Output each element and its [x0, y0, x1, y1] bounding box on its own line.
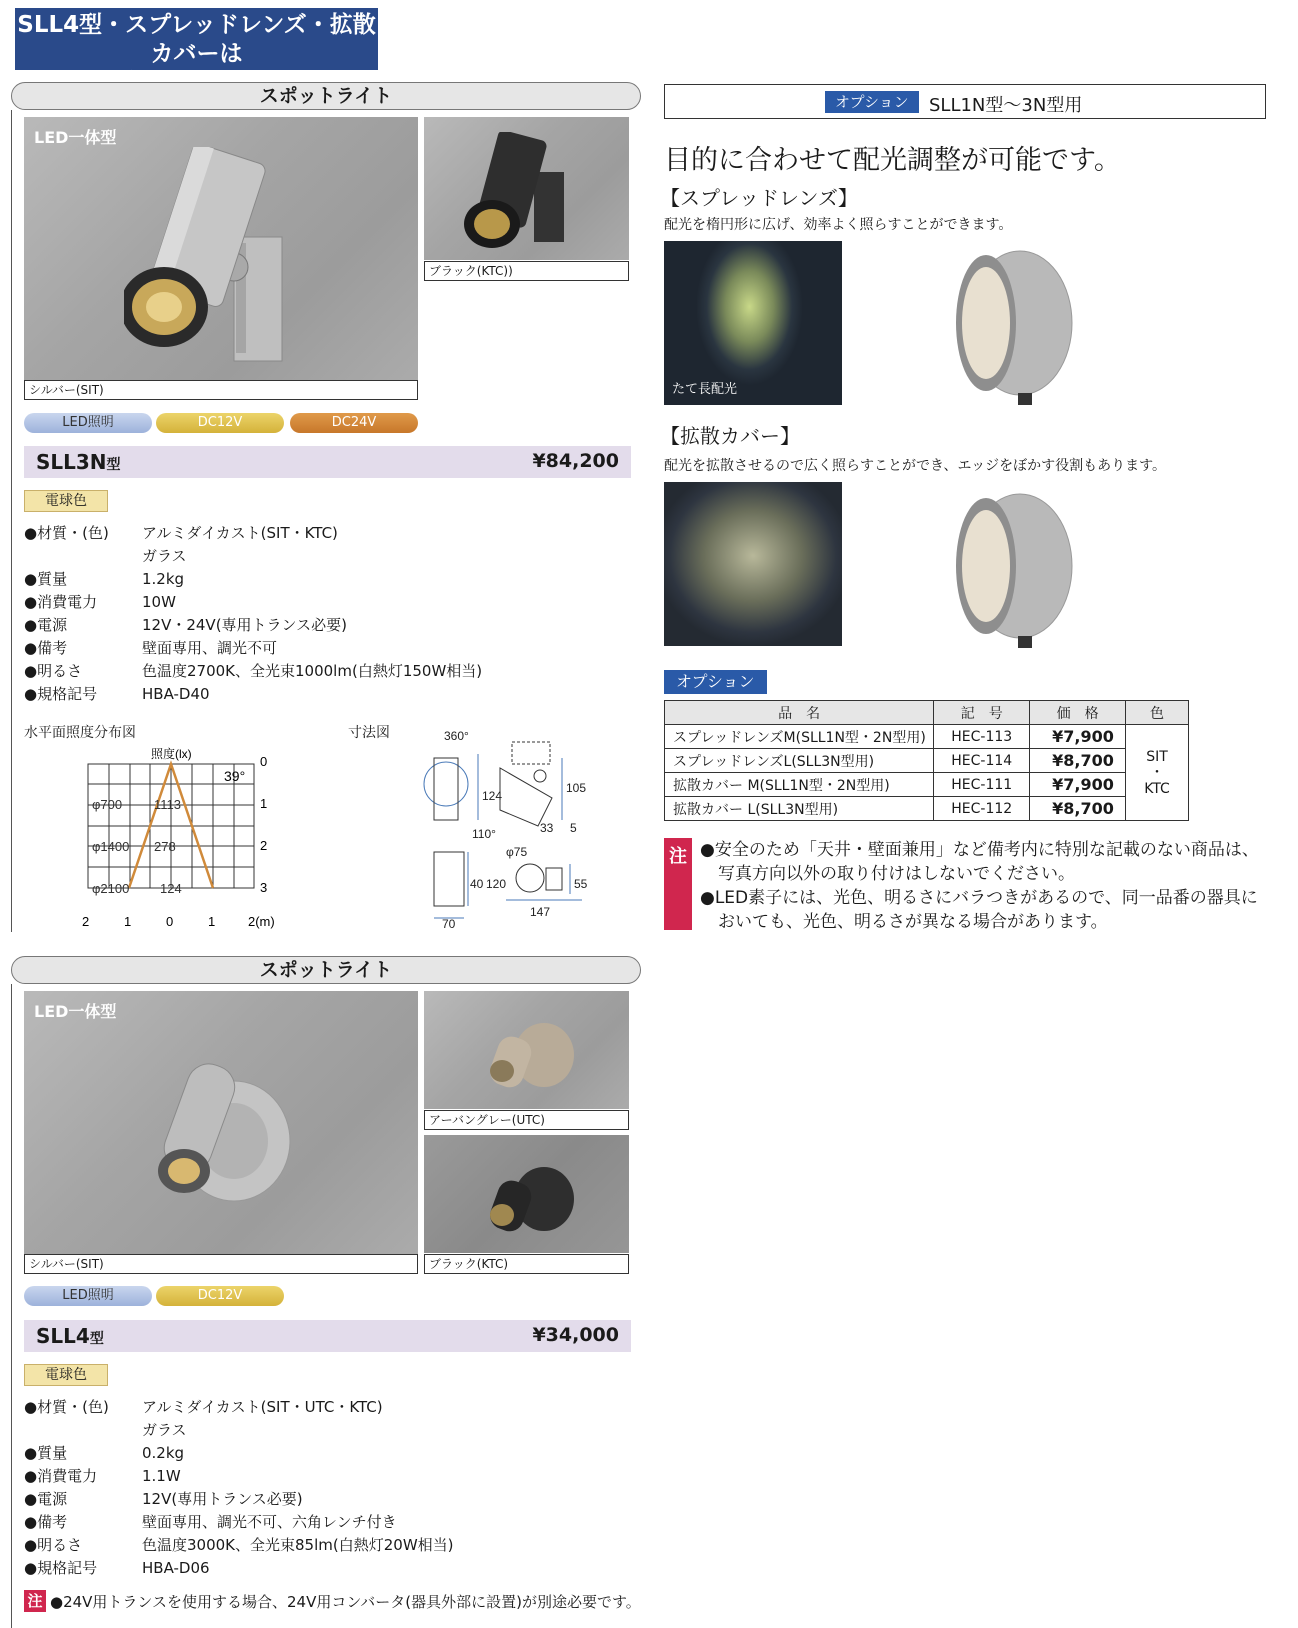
color-tag: 電球色 — [24, 490, 108, 512]
illuminance-diagram-title: 水平面照度分布図 — [24, 725, 136, 741]
options-header-text: SLL1N型〜3N型用 — [929, 95, 1083, 116]
table-row: 拡散カバー L(SLL3N型用) HEC-112 ¥8,700 — [665, 797, 1189, 821]
options-notes: ●安全のため「天井・壁面兼用」など備考内に特別な記載のない商品は、 写真方向以外の取り付けはしないでください。 ●LED素子には、光色、明るさにバラつきがあるので、同一品番の器具に おいても、光色、明るさが異なる場合があります。 — [700, 840, 1259, 932]
alt-photo-urban-gray — [424, 991, 629, 1109]
illuminance-distribution-diagram — [76, 742, 296, 932]
svg-text:124: 124 — [482, 789, 503, 803]
illum-angle: 39° — [224, 768, 246, 784]
spread-lens-photo — [664, 241, 842, 405]
notice-line1: SLL4型・スプレッドレンズ・拡散カバーは — [17, 12, 376, 67]
svg-text:40: 40 — [470, 877, 484, 891]
options-table: 品 名 記 号 価 格 色 スプレッドレンズM(SLL1N型・2N型用) HEC-113 ¥7,900 SIT ・ KTC スプレッドレンズL(SLL3N型用) HEC-114 ¥8,700 拡散カバー M(SLL1N型・2N型用) HEC-111 ¥7,900 拡散カバー L(SLL3N型用) HEC-112 ¥8,700 — [664, 700, 1189, 821]
main-photo-caption-2: シルバー(SIT) — [24, 1254, 418, 1274]
model-price: ¥84,200 — [532, 450, 619, 472]
badge-led-2: LED照明 — [24, 1286, 152, 1306]
table-row: スプレッドレンズM(SLL1N型・2N型用) HEC-113 ¥7,900 SIT ・ KTC — [665, 725, 1189, 749]
led-integrated-label: LED一体型 — [34, 128, 117, 147]
svg-text:3: 3 — [260, 880, 268, 895]
discontinuation-notice — [15, 8, 378, 70]
svg-text:278: 278 — [154, 839, 176, 854]
svg-text:1: 1 — [124, 914, 132, 929]
spec-list-sll4: ●材質・(色) アルミダイカスト(SIT・UTC・KTC) ガラス ●質量 0.2kg ●消費電力 1.1W ●電源 12V(専用トランス必要) ●備考 壁面専用、調光不可、六角レンチ付き ●明るさ 色温度3000K、全光束85lm(白熱灯20W相当) ●規格記号 HBA-D06 — [24, 1398, 454, 1577]
badge-dc12v-2: DC12V — [156, 1286, 284, 1306]
svg-text:120: 120 — [486, 877, 507, 891]
spotlight-sll4-illustration — [124, 1051, 324, 1251]
svg-text:0: 0 — [166, 914, 174, 929]
options-header — [664, 84, 1266, 119]
spread-photo-label: たて長配光 — [672, 382, 738, 397]
svg-text:2: 2 — [260, 838, 268, 853]
alt-photo-black-2 — [424, 1135, 629, 1253]
table-row: スプレッドレンズL(SLL3N型用) HEC-114 ¥8,700 — [665, 749, 1189, 773]
model-bar-sll4 — [24, 1320, 631, 1352]
svg-text:1: 1 — [208, 914, 216, 929]
badge-led: LED照明 — [24, 413, 152, 433]
svg-text:φ700: φ700 — [92, 797, 123, 812]
section-title-spotlight-2: スポットライト — [11, 956, 641, 984]
svg-text:147: 147 — [530, 905, 551, 919]
svg-text:55: 55 — [574, 877, 588, 891]
alt-photo-caption: ブラック(KTC)) — [424, 261, 629, 281]
spotlight-illustration — [124, 147, 324, 377]
svg-text:70: 70 — [442, 917, 456, 931]
svg-text:1: 1 — [260, 796, 268, 811]
spread-lens-product — [940, 245, 1080, 415]
note-tag-2: 注 — [24, 1590, 46, 1612]
alt-photo-black — [424, 117, 629, 260]
svg-text:φ1400: φ1400 — [92, 839, 130, 854]
svg-text:1113: 1113 — [154, 797, 181, 812]
alt-photo-caption-urban-gray: アーバングレー(UTC) — [424, 1110, 629, 1130]
color-tag-2: 電球色 — [24, 1364, 108, 1386]
svg-text:0: 0 — [260, 754, 268, 769]
diffuse-cover-desc: 配光を拡散させるので広く照らすことができ、エッジをぼかす役割もあります。 — [664, 458, 1167, 474]
model-name: SLL3N型 — [36, 450, 121, 474]
dimension-diagram — [420, 728, 620, 932]
alt-photo-caption-black-2: ブラック(KTC) — [424, 1254, 629, 1274]
note-text-2: ●24V用トランスを使用する場合、24V用コンバータ(器具外部に設置)が別途必要です。 — [50, 1593, 641, 1611]
diffuse-cover-product — [940, 488, 1080, 658]
svg-text:φ2100: φ2100 — [92, 881, 130, 896]
model-bar-sll3n — [24, 446, 631, 478]
main-photo-sll4 — [24, 991, 418, 1255]
svg-text:124: 124 — [160, 881, 182, 896]
spec-list-sll3n: ●材質・(色) アルミダイカスト(SIT・KTC) ガラス ●質量 1.2kg ●消費電力 10W ●電源 12V・24V(専用トランス必要) ●備考 壁面専用、調光不可 ●明るさ 色温度2700K、全光束1000lm(白熱灯150W相当) ●規格記号 HBA-D40 — [24, 524, 483, 703]
illum-top-label: 照度(lx) — [151, 747, 192, 761]
spread-lens-desc: 配光を楕円形に広げ、効率よく照らすことができます。 — [664, 217, 1013, 233]
black-spotlight-illustration — [464, 132, 594, 252]
badge-dc12v: DC12V — [156, 413, 284, 433]
options-header-tag: オプション — [825, 91, 919, 113]
main-photo-sll3n — [24, 117, 418, 381]
options-headline: 目的に合わせて配光調整が可能です。 — [664, 145, 1121, 176]
table-row: 拡散カバー M(SLL1N型・2N型用) HEC-111 ¥7,900 — [665, 773, 1189, 797]
options-table-tag: オプション — [664, 670, 767, 694]
spread-lens-title: 【スプレッドレンズ】 — [660, 186, 858, 210]
svg-text:110°: 110° — [472, 827, 496, 841]
options-note-tag: 注 — [664, 838, 692, 930]
main-photo-caption: シルバー(SIT) — [24, 380, 418, 400]
svg-text:φ75: φ75 — [506, 845, 528, 859]
svg-text:2: 2 — [82, 914, 90, 929]
svg-text:5: 5 — [570, 821, 577, 835]
svg-text:105: 105 — [566, 781, 587, 795]
model-price-2: ¥34,000 — [532, 1324, 619, 1346]
badge-dc24v: DC24V — [290, 413, 418, 433]
urban-gray-illustration — [474, 1011, 594, 1101]
svg-text:33: 33 — [540, 821, 554, 835]
black-sll4-illustration — [474, 1155, 594, 1245]
svg-text:2(m): 2(m) — [248, 914, 275, 929]
model-name-2: SLL4型 — [36, 1324, 104, 1348]
diffuse-cover-title: 【拡散カバー】 — [660, 424, 800, 448]
section-title-spotlight-1: スポットライト — [11, 82, 641, 110]
dimension-diagram-title: 寸法図 — [348, 725, 390, 741]
led-integrated-label-2: LED一体型 — [34, 1002, 117, 1021]
svg-text:360°: 360° — [444, 729, 469, 743]
diffuse-cover-photo — [664, 482, 842, 646]
options-color-cell: SIT ・ KTC — [1126, 725, 1189, 821]
